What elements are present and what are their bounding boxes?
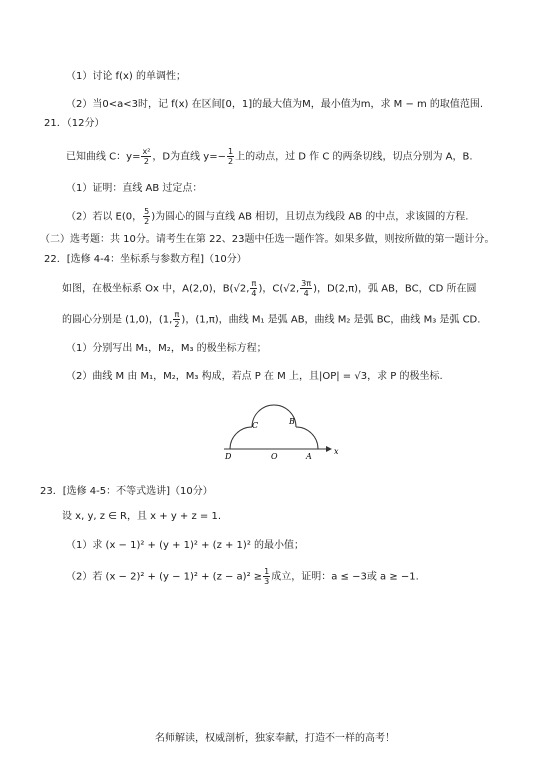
q21-part2-post: )为圆心的圆与直线 AB 相切，且切点为线段 AB 的中点，求该圆的方程. (151, 211, 469, 223)
q21-frac-3: $\frac{5}{2}$ (144, 207, 150, 226)
q21-frac-2: $\frac{1}{2}$ (227, 147, 234, 166)
q23-stem: 设 x, y, z ∈ R，且 x + y + z = 1. (62, 511, 222, 522)
q20-part2: （2）当0<a<3时，记 f(x) 在区间[0，1]的最大值为M，最小值为m，求 M − m 的取值范围. (66, 99, 484, 110)
q21-header: 21．（12分） (44, 118, 105, 129)
q22-frac-2: $\frac{3\pi}{4}$ (301, 279, 312, 298)
q22-frac-1: $\frac{\pi}{4}$ (251, 279, 257, 298)
axis-arrow (326, 446, 332, 452)
q21-stem-pre: 已知曲线 C：y= (66, 151, 141, 163)
q21-part2-pre: （2）若以 E(0， (66, 211, 143, 223)
q22-line1: 如图，在极坐标系 Ox 中，A(2,0)，B(√2, $\frac{\pi}{4}$ )，C(√2, $\frac{3\pi}{4}$ )，D(2,π)，弧 AB，BC，CD 所在圆 (62, 279, 477, 298)
q22-header: 22．[选修 4-4：坐标系与参数方程]（10分） (44, 254, 247, 265)
label-x: x (334, 447, 339, 456)
q23-part2: （2）若 (x − 2)² + (y − 1)² + (z − a)² ≥ $\frac{1}{3}$ 成立，证明：a ≤ −3或 a ≥ −1. (66, 567, 419, 586)
q23-frac-1: $\frac{1}{3}$ (264, 567, 270, 586)
q20-part1: （1）讨论 f(x) 的单调性； (66, 71, 186, 82)
arc-ab (296, 427, 318, 449)
q21-stem-mid: ，D为直线 y=− (152, 151, 226, 163)
q22-line2: 的圆心分别是 (1,0)，(1, $\frac{\pi}{2}$ )，(1,π)，曲线 M₁ 是弧 AB，曲线 M₂ 是弧 BC，曲线 M₃ 是弧 CD. (62, 310, 481, 329)
q21-stem (66, 147, 473, 166)
label-o: O (271, 452, 278, 460)
label-c: C (252, 421, 259, 430)
q21-part1: （1）证明：直线 AB 过定点： (66, 183, 203, 194)
q23-header: 23．[选修 4-5：不等式选讲]（10分） (40, 486, 213, 497)
label-b: B (289, 417, 295, 426)
q22-part1: （1）分别写出 M₁，M₂，M₃ 的极坐标方程； (66, 343, 267, 354)
section2-heading: （二）选考题：共 10分。请考生在第 22、23题中任选一题作答。如果多做，则按所做的第一题计分。 (40, 234, 495, 245)
q23-part1: （1）求 (x − 1)² + (y + 1)² + (z + 1)² 的最小值； (66, 540, 305, 551)
q21-stem-post: 上的动点，过 D 作 C 的两条切线，切点分别为 A，B. (235, 151, 473, 163)
q21-part2 (66, 207, 468, 226)
label-d: D (225, 452, 232, 460)
q21-frac-1: $\frac{\text{x²}}{2}$ (142, 147, 151, 166)
q22-part2: （2）曲线 M 由 M₁，M₂，M₃ 构成，若点 P 在 M 上，且|OP| = √3，求 P 的极坐标. (66, 371, 443, 382)
polar-curve-figure (222, 396, 342, 460)
q22-frac-3: $\frac{\pi}{2}$ (174, 310, 180, 329)
arc-cd (230, 427, 252, 449)
label-a: A (306, 452, 312, 460)
page-footer: 名师解读，权威剖析，独家奉献，打造不一样的高考！ (155, 733, 395, 744)
